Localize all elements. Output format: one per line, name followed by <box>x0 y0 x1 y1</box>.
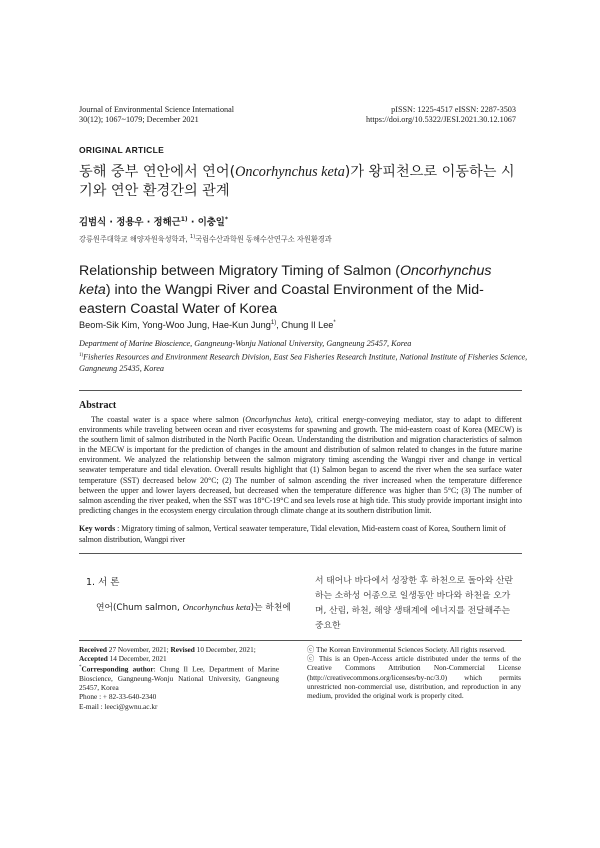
section-heading: 1. 서 론 <box>86 577 120 588</box>
korean-affiliation: 강릉원주대학교 해양자원육성학과, $^{1)}$국립수산과학원 동해수산연구소 자원환경과 <box>79 234 332 244</box>
keywords <box>79 524 522 545</box>
keywords-text: : Migratory timing of salmon, Vertical seawater temperature, Tidal elevation, Mid-eastern coast of Korea, Southern limit of salmon distribution, Wangpi river <box>79 524 506 544</box>
english-title: Relationship between Migratory Timing of Salmon (Oncorhynchus keta) into the Wangpi River and Coastal Environment of the Mid-eastern Coastal Water of Korea <box>79 263 492 317</box>
species-name: Oncorhynchus keta <box>235 164 345 180</box>
keywords-label: Key words <box>79 524 116 533</box>
intro-right-column: 서 태어나 바다에서 성장한 후 하천으로 돌아와 산란하는 소하성 어종으로 일생동안 바다와 하천을 오가며, 산림, 하천, 해양 생태계에 에너지를 전달해주는 중요한 <box>315 576 514 631</box>
email-link[interactable]: E-mail : leeci@gwnu.ac.kr <box>79 701 158 711</box>
korean-authors: 김범식 · 정용우 · 정해근$^{1)}$ · 이충일* <box>79 215 229 228</box>
article-history: Received 27 November, 2021; Revised 10 December, 2021; Accepted 14 December, 2021 *Corresponding author: Chung Il Lee, Department of Marine Bioscience, Gangneung-Wonju National University, Gangneung 25457, Korea Phone : + 82-33-640-2340 E-mail : leeci@gwnu.ac.kr <box>79 645 279 711</box>
copyright: ⓒ The Korean Environmental Sciences Society. All rights reserved. <box>307 645 506 654</box>
journal-header <box>79 105 234 125</box>
korean-title: 동해 중부 연안에서 연어(Oncorhynchus keta)가 왕피천으로 이동하는 시기와 연안 환경간의 관계 <box>79 164 515 199</box>
issn: pISSN: 1225-4517 eISSN: 2287-3503 <box>391 105 516 114</box>
abstract-title: Abstract <box>79 400 117 411</box>
article-type: ORIGINAL ARTICLE <box>79 145 165 155</box>
english-authors: Beom-Sik Kim, Yong-Woo Jung, Hae-Kun Jung$^{1)}$, Chung Il Lee* <box>79 320 336 331</box>
doi-link[interactable]: https://doi.org/10.5322/JESI.2021.30.12.1067 <box>366 115 516 125</box>
journal-name: Journal of Environmental Science International <box>79 105 235 114</box>
divider <box>79 640 522 641</box>
abstract-body: The coastal water is a space where salmon (Oncorhynchus keta), critical energy-conveying mediator, stay to adapt to different environments while traveling between ocean and river ecosystems for spawning and growth. The mid-eastern coast of Korea (MECW) is the southern limit of salmon distributed in the North Pacific Ocean. Understanding the distribution and migration characteristics of salmon in the MECW is important for the prediction of changes in the amount and distribution of salmon related to changes in the future marine environment. We analyzed the relationship between the salmon migratory timing ascending the Wangpi river and change in vertical seawater temperature and tidal elevation. Overall results highlight that (1) Salmon began to ascend the river when the sea surface water temperature (SST) decreased below 20°C; (2) The number of salmon ascending the river increased when the temperature difference between the upper and lower layers decreased, but decreased when the temperature difference was higher than 5°C; (3) The number of salmon ascending the river peaked, when the SST was 18°C-19°C and sea levels rose at high tide. This study provide important insight into predicting changes in the ecosystem energy circulation through climate change at its southern distribution limit. <box>79 415 522 515</box>
divider <box>79 390 522 391</box>
species-name: Oncorhynchus keta <box>79 263 492 298</box>
species-name: Oncorhynchus keta <box>245 415 309 424</box>
english-affiliation: Department of Marine Bioscience, Gangneung-Wonju National University, Gangneung 25457, Korea $^{1)}$Fisheries Resources and Environment Research Division, East Sea Fisheries Research Institute, National Institute of Fisheries Science, Gangneung 25435, Korea <box>79 339 528 373</box>
intro-left-column: 연어(Chum salmon, Oncorhynchus keta)는 하천에 <box>96 602 291 613</box>
license-text: ⓒ This is an Open-Access article distributed under the terms of the Creative Commons Attribution Non-Commercial License (http://creativecommons.org/licenses/by-nc/3.0) which permits unrestricted non-commercial use, distribution, and reproduction in any medium, provided the original work is properly cited. <box>307 654 521 701</box>
volume-pages: 30(12); 1067~1079; December 2021 <box>79 115 199 125</box>
issn-doi-header <box>366 105 516 125</box>
license-notice <box>307 645 521 700</box>
phone: Phone : + 82-33-640-2340 <box>79 692 157 702</box>
divider <box>79 553 522 554</box>
